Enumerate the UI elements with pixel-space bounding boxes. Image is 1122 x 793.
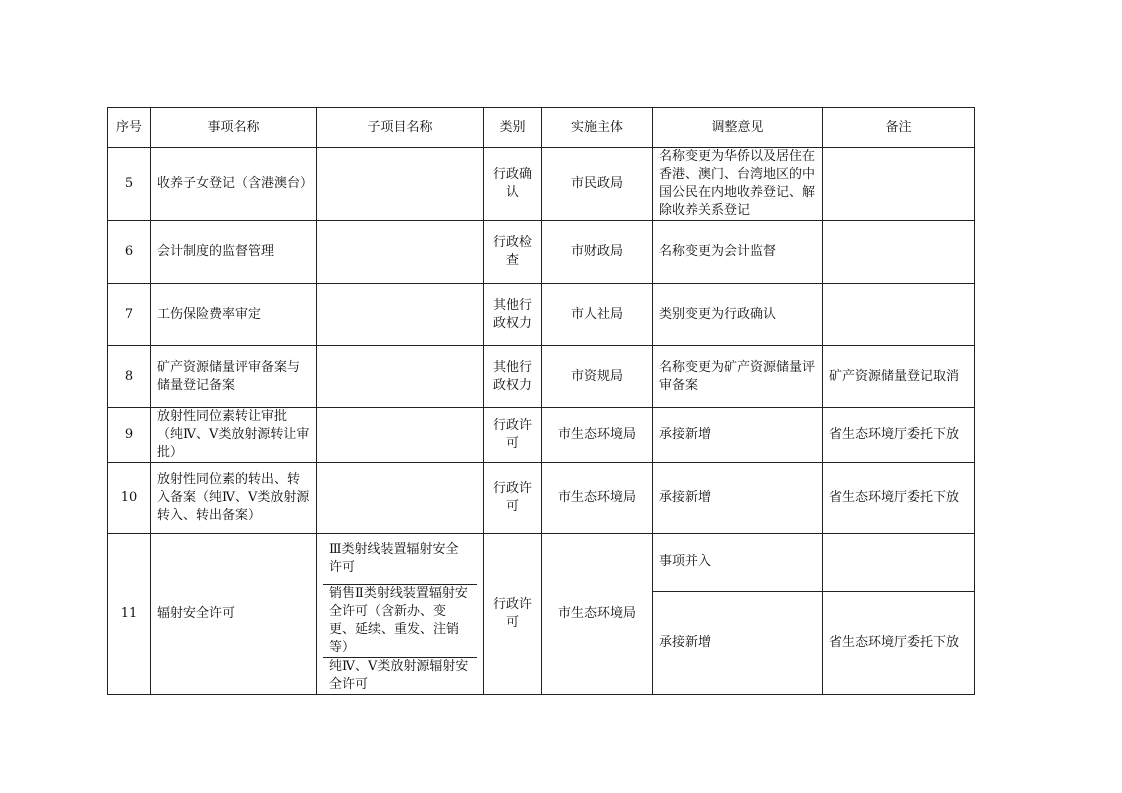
header-no: 序号 (108, 108, 151, 148)
header-agency: 实施主体 (542, 108, 653, 148)
cell-no: 9 (108, 408, 151, 463)
adjustment-table (107, 107, 975, 695)
cell-sub-items (317, 534, 484, 695)
cell-opinion: 承接新增 (653, 591, 823, 694)
cell-opinion: 名称变更为矿产资源储量评审备案 (653, 346, 823, 408)
cell-remark (823, 284, 975, 346)
cell-item-name: 矿产资源储量评审备案与储量登记备案 (151, 346, 317, 408)
cell-category: 其他行政权力 (484, 284, 542, 346)
cell-sub-item (317, 221, 484, 284)
table-row (108, 463, 975, 534)
cell-agency: 市财政局 (542, 221, 653, 284)
cell-item-name: 辐射安全许可 (151, 534, 317, 695)
header-category: 类别 (484, 108, 542, 148)
cell-no: 11 (108, 534, 151, 695)
cell-no: 10 (108, 463, 151, 534)
cell-no: 8 (108, 346, 151, 408)
cell-opinion: 名称变更为华侨以及居住在香港、澳门、台湾地区的中国公民在内地收养登记、解除收养关系登记 (653, 148, 823, 221)
header-opinion: 调整意见 (653, 108, 823, 148)
cell-sub-item (317, 148, 484, 221)
cell-category: 行政检查 (484, 221, 542, 284)
cell-opinion: 承接新增 (653, 463, 823, 534)
cell-sub-item (317, 408, 484, 463)
header-item-name: 事项名称 (151, 108, 317, 148)
cell-agency: 市生态环境局 (542, 408, 653, 463)
cell-remark (823, 148, 975, 221)
cell-opinion: 名称变更为会计监督 (653, 221, 823, 284)
cell-category: 行政许可 (484, 463, 542, 534)
table-row-11-top (108, 534, 975, 592)
table-row (108, 346, 975, 408)
cell-item-name: 放射性同位素转让审批（纯Ⅳ、Ⅴ类放射源转让审批） (151, 408, 317, 463)
header-sub-item-name: 子项目名称 (317, 108, 484, 148)
cell-sub-item (317, 463, 484, 534)
cell-no: 7 (108, 284, 151, 346)
cell-remark (823, 534, 975, 592)
cell-remark: 矿产资源储量登记取消 (823, 346, 975, 408)
header-remark: 备注 (823, 108, 975, 148)
table-row (108, 408, 975, 463)
cell-agency: 市人社局 (542, 284, 653, 346)
cell-item-name: 放射性同位素的转出、转入备案（纯Ⅳ、Ⅴ类放射源转入、转出备案） (151, 463, 317, 534)
cell-sub-item (317, 346, 484, 408)
cell-agency: 市生态环境局 (542, 534, 653, 695)
sub-item: 纯Ⅳ、Ⅴ类放射源辐射安全许可 (329, 658, 469, 692)
table-row (108, 148, 975, 221)
cell-no: 6 (108, 221, 151, 284)
cell-no: 5 (108, 148, 151, 221)
cell-opinion: 承接新增 (653, 408, 823, 463)
cell-item-name: 收养子女登记（含港澳台） (151, 148, 317, 221)
table-row (108, 284, 975, 346)
cell-remark: 省生态环境厅委托下放 (823, 591, 975, 694)
cell-category: 其他行政权力 (484, 346, 542, 408)
cell-remark: 省生态环境厅委托下放 (823, 408, 975, 463)
cell-category: 行政确认 (484, 148, 542, 221)
cell-agency: 市民政局 (542, 148, 653, 221)
cell-opinion: 事项并入 (653, 534, 823, 592)
cell-agency: 市生态环境局 (542, 463, 653, 534)
header-row (108, 108, 975, 148)
cell-item-name: 工伤保险费率审定 (151, 284, 317, 346)
cell-agency: 市资规局 (542, 346, 653, 408)
cell-item-name: 会计制度的监督管理 (151, 221, 317, 284)
cell-remark (823, 221, 975, 284)
cell-opinion: 类别变更为行政确认 (653, 284, 823, 346)
cell-remark: 省生态环境厅委托下放 (823, 463, 975, 534)
table-row (108, 221, 975, 284)
sub-item: Ⅲ类射线装置辐射安全许可 (323, 534, 477, 584)
cell-category: 行政许可 (484, 408, 542, 463)
cell-sub-item (317, 284, 484, 346)
sub-item: 销售Ⅱ类射线装置辐射安全许可（含新办、变更、延续、重发、注销等） (323, 584, 477, 657)
cell-category: 行政许可 (484, 534, 542, 695)
sub-item-list (323, 534, 477, 694)
